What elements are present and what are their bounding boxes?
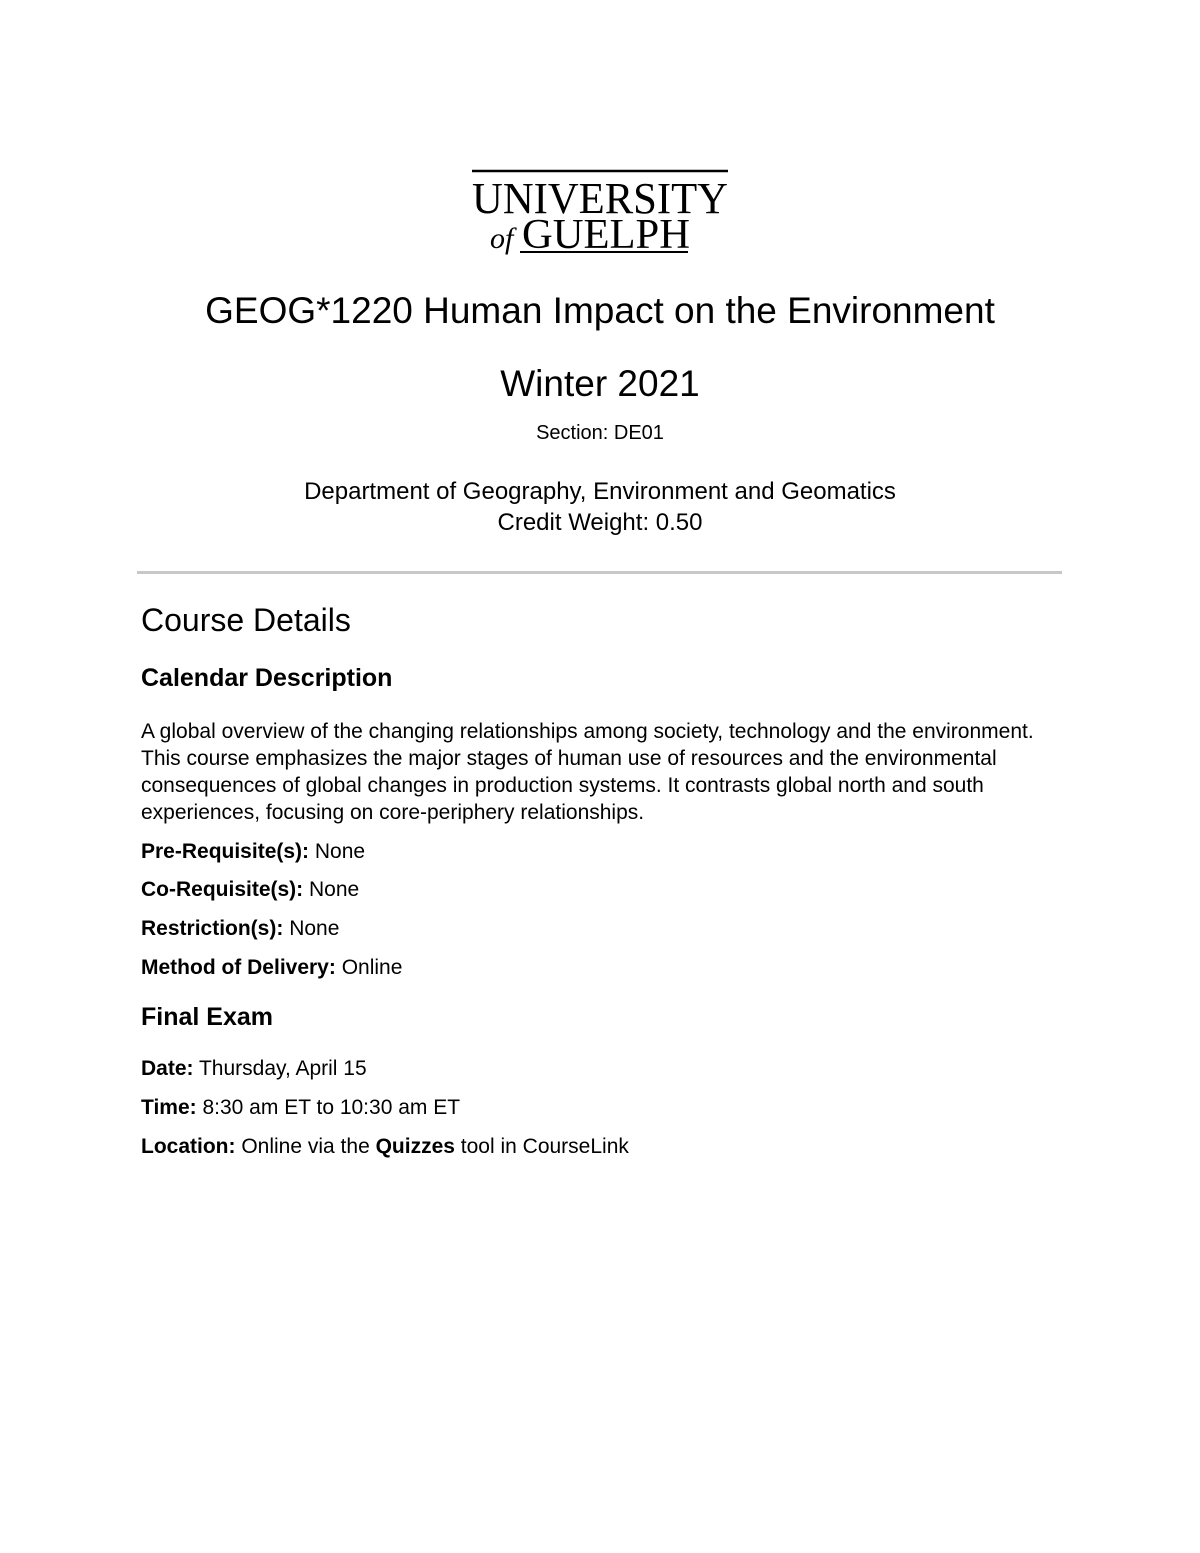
university-logo (470, 168, 730, 256)
department-name: Department of Geography, Environment and Geomatics (304, 478, 896, 505)
logo-text-of: of (490, 222, 514, 255)
corequisites-label: Co-Requisite(s): (141, 878, 304, 901)
restrictions-field (141, 915, 339, 942)
exam-time-label: Time: (141, 1096, 197, 1119)
exam-date-value: Thursday, April 15 (193, 1057, 367, 1080)
calendar-description-heading: Calendar Description (141, 664, 393, 692)
exam-time-field (141, 1094, 460, 1121)
prerequisites-label: Pre-Requisite(s): (141, 840, 310, 863)
university-logo-graphic (470, 168, 730, 256)
logo-text-university: UNIVERSITY (472, 174, 728, 223)
exam-location-field (141, 1133, 629, 1160)
prerequisites-value: None (309, 840, 366, 863)
prerequisites-field (141, 838, 365, 865)
exam-date-label: Date: (141, 1057, 194, 1080)
corequisites-field (141, 876, 359, 903)
delivery-method-label: Method of Delivery: (141, 956, 336, 979)
exam-time-value: 8:30 am ET to 10:30 am ET (196, 1096, 461, 1119)
credit-weight: Credit Weight: 0.50 (497, 509, 703, 536)
course-term: Winter 2021 (500, 363, 700, 404)
exam-location-tool: Quizzes (375, 1135, 455, 1158)
exam-date-field (141, 1055, 367, 1082)
exam-location-prefix: Online via the (235, 1135, 376, 1158)
exam-location-suffix: tool in CourseLink (454, 1135, 629, 1158)
course-details-heading: Course Details (141, 602, 351, 638)
calendar-description-text: A global overview of the changing relationships among society, technology and the environment. This course emphasizes the major stages of human use of resources and the environmental consequences of global changes in production systems. It contrasts global north and south experiences, focusing on core-periphery relationships. (141, 720, 1034, 824)
corequisites-value: None (303, 878, 360, 901)
restrictions-value: None (283, 917, 340, 940)
delivery-method-field (141, 954, 402, 981)
course-section: Section: DE01 (536, 422, 664, 444)
logo-text-guelph: GUELPH (522, 212, 690, 256)
final-exam-heading: Final Exam (141, 1003, 273, 1031)
delivery-method-value: Online (335, 956, 403, 979)
course-title: GEOG*1220 Human Impact on the Environment (205, 290, 995, 331)
restrictions-label: Restriction(s): (141, 917, 284, 940)
exam-location-label: Location: (141, 1135, 236, 1158)
section-divider (137, 571, 1062, 574)
